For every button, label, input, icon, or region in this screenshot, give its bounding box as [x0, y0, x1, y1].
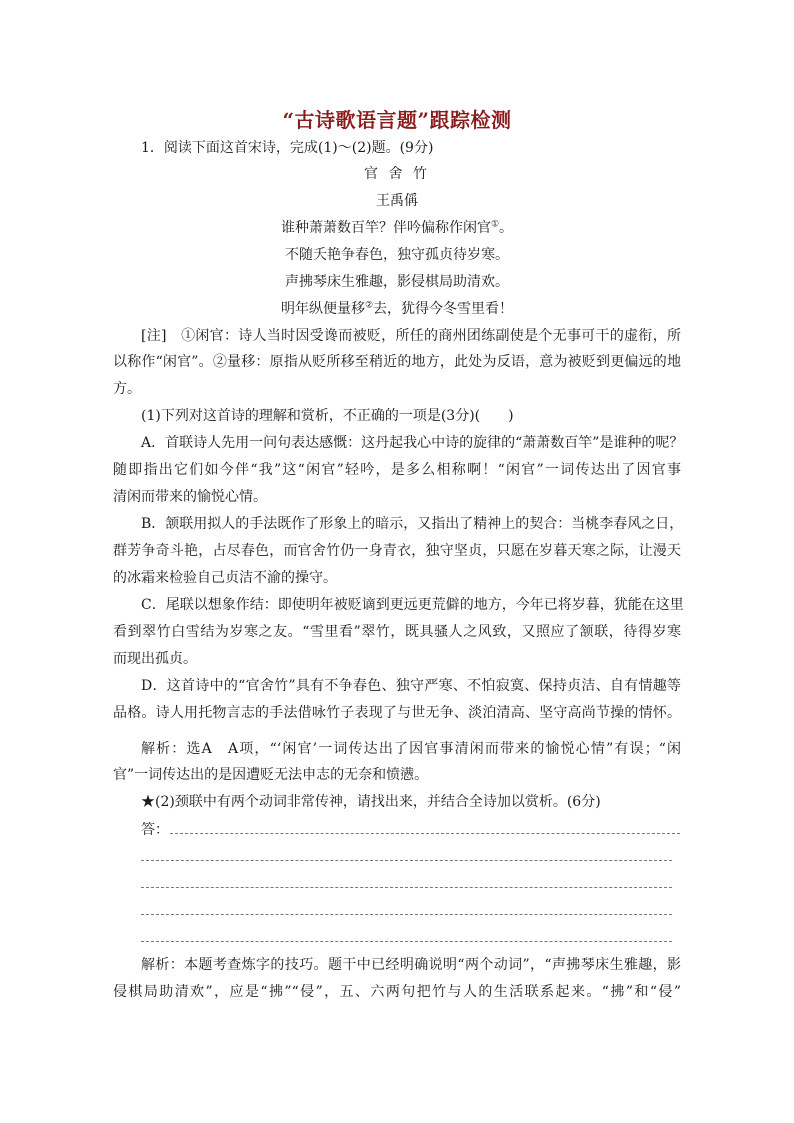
sub-question-2-stem: ★(2)颈联中有两个动词非常传神，请找出来，并结合全诗加以赏析。(6分)	[141, 794, 601, 810]
footnote-marker-1: ①	[490, 219, 500, 230]
analysis-1-line-2: 官”一词传达出的是因遭贬无法申志的无奈和愤懑。	[113, 767, 429, 783]
option-a-line-1: A．首联诗人先用一问句表达感慨：这丹起我心中诗的旋律的“萧萧数百竿”是谁种的呢？	[141, 435, 684, 451]
analysis-2-line-2: 侵棋局助清欢”，应是“拂”“侵”，五、六两句把竹与人的生活联系起来。“拂”和“侵”	[113, 984, 681, 1000]
analysis-2-line-1: 解析：本题考查炼字的技巧。题干中已经明确说明“两个动词”，“声拂琴床生雅趣，影	[141, 957, 681, 973]
option-a-line-2: 随即指出它们如今伴“我”这“闲官”轻吟，是多么相称啊！“闲官”一词传达出了因官事	[113, 462, 681, 478]
option-c-line-3: 而现出孤贞。	[113, 651, 197, 667]
notes-line-1: [注] ①闲官：诗人当时因受谗而被贬，所任的商州团练副使是个无事可干的虚衔，所	[141, 328, 681, 344]
option-b-line-1: B．颔联用拟人的手法既作了形象上的暗示，又指出了精神上的契合：当桃李春风之日，	[141, 516, 684, 532]
analysis-1-line-1: 解析：选A A项，“‘闲官’一词传达出了因官事清闲而带来的愉悦心情”有误；“闲	[141, 741, 681, 757]
footnote-marker-2: ②	[364, 300, 374, 311]
answer-line-3[interactable]	[141, 887, 672, 888]
answer-line-5[interactable]	[141, 941, 672, 942]
option-c-line-2: 看到翠竹白雪结为岁寒之友。“雪里看”翠竹，既具骚人之风致，又照应了颔联，待得岁寒	[113, 624, 681, 640]
answer-label: 答：	[141, 822, 169, 838]
option-c-line-1: C．尾联以想象作结：即使明年被贬谪到更远更荒僻的地方，今年已将岁暮，犹能在这里	[141, 597, 684, 613]
option-d-line-2: 品格。诗人用托物言志的手法借咏竹子表现了与世无争、淡泊清高、坚守高尚节操的情怀。	[113, 705, 681, 721]
poem-author: 王禹偁	[376, 193, 418, 209]
poem-line-2: 不随夭艳争春色，独守孤贞待岁寒。	[285, 247, 509, 263]
option-b-line-3: 的冰霜来检验自己贞洁不渝的操守。	[113, 570, 337, 586]
answer-line-4[interactable]	[141, 914, 672, 915]
option-b-line-2: 群芳争奇斗艳，占尽春色，而官舍竹仍一身青衣，独守坚贞，只愿在岁暮天寒之际，让漫天	[113, 543, 681, 559]
sub-question-1-stem: (1)下列对这首诗的理解和赏析，不正确的一项是(3分)( )	[141, 408, 514, 424]
option-a-line-3: 清闲而带来的愉悦心情。	[113, 489, 267, 505]
option-d-line-1: D．这首诗中的“官舍竹”具有不争春色、独守严寒、不怕寂寞、保持贞洁、自有情趣等	[141, 678, 681, 694]
poem-line-3: 声拂琴床生雅趣，影侵棋局助清欢。	[285, 274, 509, 290]
answer-line-1[interactable]	[170, 833, 680, 834]
poem-line-1-end: 。	[499, 220, 514, 236]
poem-line-4-text: 明年纵便量移	[280, 301, 365, 317]
poem-line-1-text: 谁种萧萧数百竿？伴吟偏称作闲官	[280, 220, 491, 236]
page-title: “古诗歌语言题”跟踪检测	[282, 108, 512, 132]
notes-line-2: 以称作“闲官”。②量移：原指从贬所移至稍近的地方，此处为反语，意为被贬到更偏远的地	[113, 354, 681, 370]
poem-line-1	[0, 218, 794, 238]
poem-title: 官 舍 竹	[364, 166, 430, 182]
poem-line-4	[0, 299, 794, 319]
answer-line-2[interactable]	[141, 860, 672, 861]
question-1-stem: 1．阅读下面这首宋诗，完成(1)～(2)题。(9分)	[141, 140, 434, 156]
poem-line-4-end: 去，犹得今冬雪里看！	[373, 301, 514, 317]
notes-line-3: 方。	[113, 381, 141, 397]
